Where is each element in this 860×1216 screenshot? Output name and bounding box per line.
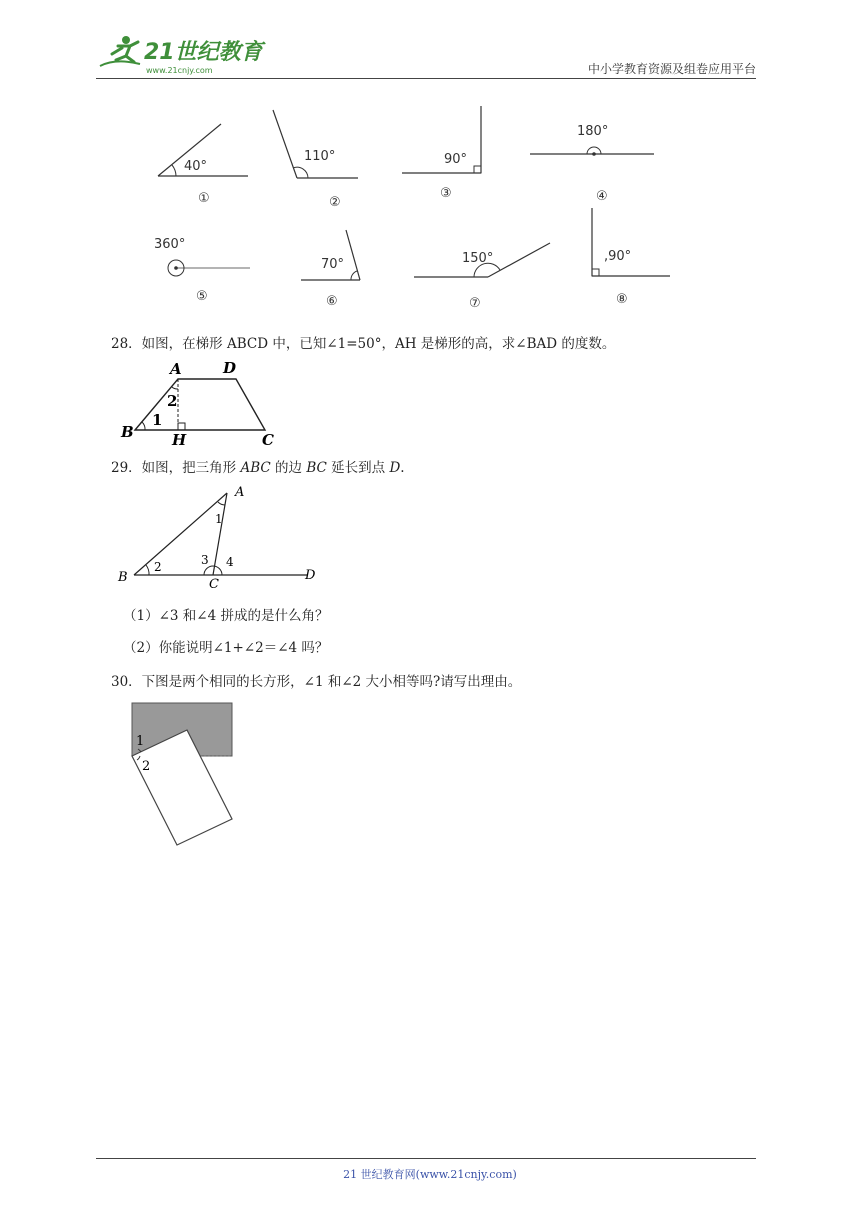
rectangles-figure: [126, 698, 246, 848]
angle-label-1: 1: [152, 411, 163, 429]
triangle-figure: [112, 480, 332, 588]
angle-7: [414, 243, 550, 311]
angle-4: [530, 124, 654, 204]
footer-text[interactable]: 21 世纪教育网(www.21cnjy.com): [343, 1168, 517, 1181]
angle-2-value: 110°: [304, 149, 336, 164]
header-platform-text: 中小学教育资源及组卷应用平台: [587, 62, 756, 76]
q29-text-2: 的边: [270, 460, 307, 476]
angle-6: [301, 230, 360, 309]
angle-5-label: ⑤: [196, 289, 208, 304]
angle-label-2: 2: [142, 759, 151, 774]
runner-icon: [100, 36, 140, 66]
angles-figure: [140, 100, 680, 315]
logo-text: 21世纪教育: [144, 40, 263, 65]
angle-label-1: 1: [136, 734, 145, 749]
angle-8: [592, 208, 670, 307]
question-30: 30．下图是两个相同的长方形，∠1 和∠2 大小相等吗?请写出理由。: [111, 674, 522, 690]
question-28: 28．如图，在梯形 ABCD 中，已知∠1=50°，AH 是梯形的高，求∠BAD 的度数。: [111, 336, 616, 352]
angle-7-label: ⑦: [469, 296, 481, 311]
angle-4-label: ④: [596, 189, 608, 204]
label-C: C: [209, 577, 219, 588]
angle-3: [402, 106, 481, 201]
label-D: D: [223, 359, 237, 377]
question-29-part-1: （1）∠3 和∠4 拼成的是什么角？: [123, 608, 329, 624]
angle-label-1: 1: [215, 512, 223, 526]
q29-text-bc: BC: [306, 460, 327, 476]
footer-divider: [96, 1158, 756, 1159]
angle-2: [273, 110, 358, 210]
label-A: A: [170, 360, 182, 378]
angle-6-label: ⑥: [326, 294, 338, 309]
angle-label-3: 3: [201, 553, 209, 567]
label-A: A: [235, 485, 245, 500]
angle-label-4: 4: [226, 555, 234, 569]
q29-text-abc: ABC: [240, 460, 271, 476]
logo: [96, 32, 266, 76]
label-D: D: [305, 568, 316, 583]
angle-1-value: 40°: [184, 159, 208, 174]
angle-8-label: ⑧: [616, 292, 628, 307]
label-B: B: [121, 423, 134, 441]
header-divider: [96, 78, 756, 79]
angle-5: [154, 237, 250, 304]
angle-1: [158, 124, 248, 206]
question-29-part-2: （2）你能说明∠1+∠2＝∠4 吗？: [123, 640, 329, 656]
angle-3-value: 90°: [444, 152, 468, 167]
angle-label-2: 2: [154, 560, 162, 574]
q29-text-3: 延长到点: [326, 460, 390, 476]
question-29: [111, 456, 405, 476]
angle-2-label: ②: [329, 195, 341, 210]
angle-label-2: 2: [167, 392, 178, 410]
angle-5-value: 360°: [154, 237, 186, 252]
angle-7-value: 150°: [462, 251, 494, 266]
q29-text-1: 29．如图，把三角形: [111, 460, 241, 476]
angle-3-label: ③: [440, 186, 452, 201]
angle-6-value: 70°: [321, 257, 345, 272]
angle-1-label: ①: [198, 191, 210, 206]
angle-8-value: ,90°: [604, 249, 632, 264]
logo-url: www.21cnjy.com: [146, 66, 213, 75]
q29-text-end: .: [400, 460, 405, 476]
q29-text-d: D: [389, 460, 401, 476]
angle-4-value: 180°: [577, 124, 609, 139]
trapezoid-figure: [112, 356, 292, 448]
label-C: C: [262, 431, 274, 448]
label-B: B: [118, 570, 128, 585]
label-H: H: [172, 431, 187, 448]
